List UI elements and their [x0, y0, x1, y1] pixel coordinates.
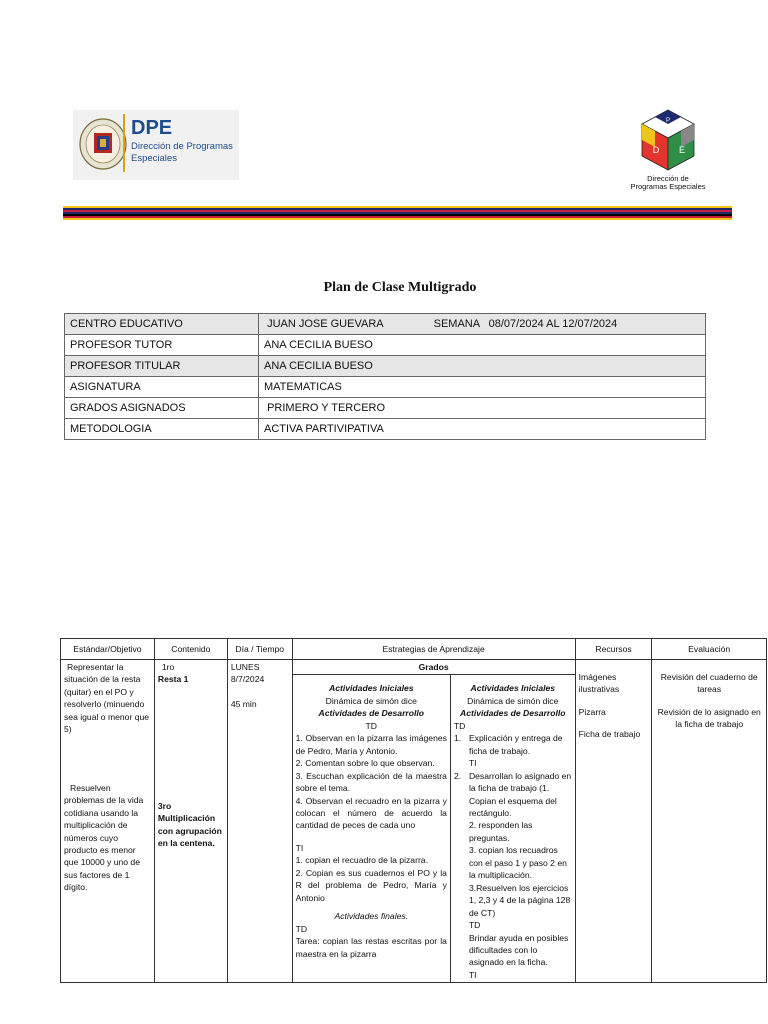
step-text: 1. copian el recuadro de la pizarra. [295, 855, 428, 866]
tarea-text: Tarea: copian las restas escritas por la maestra en la pizarra [295, 936, 447, 959]
contenido-topic-2: Multiplicación con agrupación en la centena. [157, 813, 222, 849]
actividades-finales-heading: Actividades finales. [334, 911, 409, 922]
info-value: ACTIVA PARTIVIPATIVA [259, 419, 706, 440]
contenido-cell [154, 660, 227, 983]
step-text: 2. Copian es sus cuadernos el PO y la R del problema de Pedro, María y Antonio [295, 867, 447, 903]
info-label: ASIGNATURA [65, 377, 259, 398]
logo-caption-1: Dirección de [647, 174, 689, 183]
item-text: 3.Resuelven los ejercicios 1, 2,3 y 4 de la página 128 de CT) [468, 882, 571, 918]
info-value [259, 314, 706, 335]
logo-divider [123, 114, 125, 172]
contenido-grade-2: 3ro [157, 800, 172, 811]
table-row [65, 398, 706, 419]
td-label: TD [365, 720, 378, 731]
info-label: PROFESOR TITULAR [65, 356, 259, 377]
table-row [65, 377, 706, 398]
evaluacion-1: Revisión del cuaderno de tareas [660, 672, 758, 695]
estrategias-tercero-cell [450, 675, 575, 983]
contenido-grade-1: 1ro [161, 662, 175, 672]
dia-label: LUNES [230, 662, 260, 672]
td-label: TD [468, 920, 481, 931]
column-header: Evaluación [652, 639, 767, 660]
dpe-logo [73, 110, 239, 180]
info-label: METODOLOGIA [65, 419, 259, 440]
table-row [65, 314, 706, 335]
table-row [65, 356, 706, 377]
programas-especiales-logo [610, 108, 726, 192]
step-text: 1. Observan en la pizarra las imágenes de Pedro, María y Antonio. [295, 733, 447, 756]
column-header: Estrategias de Aprendizaje [292, 639, 575, 660]
td-label: TD [453, 720, 466, 731]
table-row [65, 419, 706, 440]
ayuda-text: Brindar ayuda en posibles dificultades con lo asignado en la ficha. [468, 932, 569, 968]
table-row [65, 335, 706, 356]
dinamica-text: Dinámica de simón dice [325, 695, 417, 706]
estrategias-primero-cell [292, 675, 450, 983]
column-header: Día / Tiempo [227, 639, 292, 660]
recurso-1: Imágenes ilustrativas [578, 672, 620, 695]
estandar-1: Representar la situación de la resta (quitar) en el PO y resolverlo (minuendo sea igual o menor que 5) [64, 662, 150, 735]
ti-label: TI [468, 969, 477, 980]
cube-logo-icon [610, 108, 726, 174]
grados-value: PRIMERO Y TERCERO [267, 402, 386, 414]
list-item [454, 732, 572, 757]
semana-value: SEMANA 08/07/2024 AL 12/07/2024 [433, 318, 618, 330]
info-label: PROFESOR TUTOR [65, 335, 259, 356]
column-header: Contenido [154, 639, 227, 660]
info-table [64, 313, 706, 440]
dia-cell [227, 660, 292, 983]
estandar-cell [61, 660, 155, 983]
table-header-row [61, 639, 767, 660]
evaluacion-2: Revisión de lo asignado en la ficha de trabajo [657, 706, 761, 730]
logo-line-2: Especiales [131, 153, 177, 164]
contenido-topic-1: Resta 1 [157, 674, 189, 685]
logo-line-1: Dirección de Programas [131, 141, 233, 152]
info-value [259, 398, 706, 419]
step-text: 3. Escuchan explicación de la maestra sobre el tema. [295, 770, 447, 794]
item-number: 1. [453, 733, 462, 744]
svg-text:D: D [652, 145, 660, 155]
fecha-label: 8/7/2024 [230, 674, 265, 685]
logo-caption-2: Programas Especiales [630, 182, 706, 191]
item-text: 2. responden las preguntas. [468, 820, 533, 843]
page-title: Plan de Clase Multigrado [323, 280, 477, 295]
recurso-2: Pizarra [578, 706, 606, 717]
logo-abbr: DPE [131, 117, 173, 139]
ti-label: TI [468, 758, 477, 769]
info-value: MATEMATICAS [259, 377, 706, 398]
actividades-desarrollo-heading: Actividades de Desarrollo [318, 708, 425, 719]
step-text: 2. Comentan sobre lo que observan. [295, 758, 435, 769]
estandar-2: Resuelven problemas de la vida cotidiana usando la multiplicación de números cuyo producto es menor que 10000 y uno de sus factores de 1 dígito. [64, 782, 144, 893]
lesson-plan-table [60, 638, 767, 983]
step-text: 4. Observan el recuadro en la pizarra y colocan el número de acuerdo la cantidad de peces de cada uno [295, 795, 447, 831]
item-text: Explicación y entrega de ficha de trabajo. [468, 733, 563, 756]
ti-label: TI [295, 842, 304, 853]
actividades-iniciales-heading: Actividades Iniciales [329, 683, 414, 694]
info-value: ANA CECILIA BUESO [259, 335, 706, 356]
color-stripe [63, 206, 732, 222]
info-label: CENTRO EDUCATIVO [65, 314, 259, 335]
tiempo-label: 45 min [230, 698, 257, 709]
actividades-desarrollo-heading: Actividades de Desarrollo [459, 708, 566, 719]
recurso-3: Ficha de trabajo [578, 729, 641, 740]
column-header: Recursos [575, 639, 652, 660]
table-row [61, 660, 767, 675]
item-number: 2. [453, 770, 462, 781]
actividades-iniciales-heading: Actividades Iniciales [470, 683, 556, 694]
svg-text:P: P [665, 118, 671, 124]
list-item [454, 770, 572, 820]
column-header: Estándar/Objetivo [61, 639, 155, 660]
evaluacion-cell [652, 660, 767, 983]
item-text: Desarrollan lo asignado en la ficha de trabajo (1. Copian el esquema del rectángulo. [468, 770, 572, 818]
info-label: GRADOS ASIGNADOS [65, 398, 259, 419]
school-seal-icon [78, 116, 128, 172]
svg-text:E: E [678, 145, 686, 155]
td-label: TD [295, 923, 308, 934]
dinamica-text: Dinámica de simón dice [467, 695, 559, 706]
item-text: 3. copian los recuadros con el paso 1 y paso 2 en la multiplicación. [468, 845, 567, 881]
centro-educativo-value: JUAN JOSE GUEVARA [267, 318, 384, 330]
grados-header: Grados [292, 660, 575, 675]
recursos-cell [575, 660, 652, 983]
info-value: ANA CECILIA BUESO [259, 356, 706, 377]
